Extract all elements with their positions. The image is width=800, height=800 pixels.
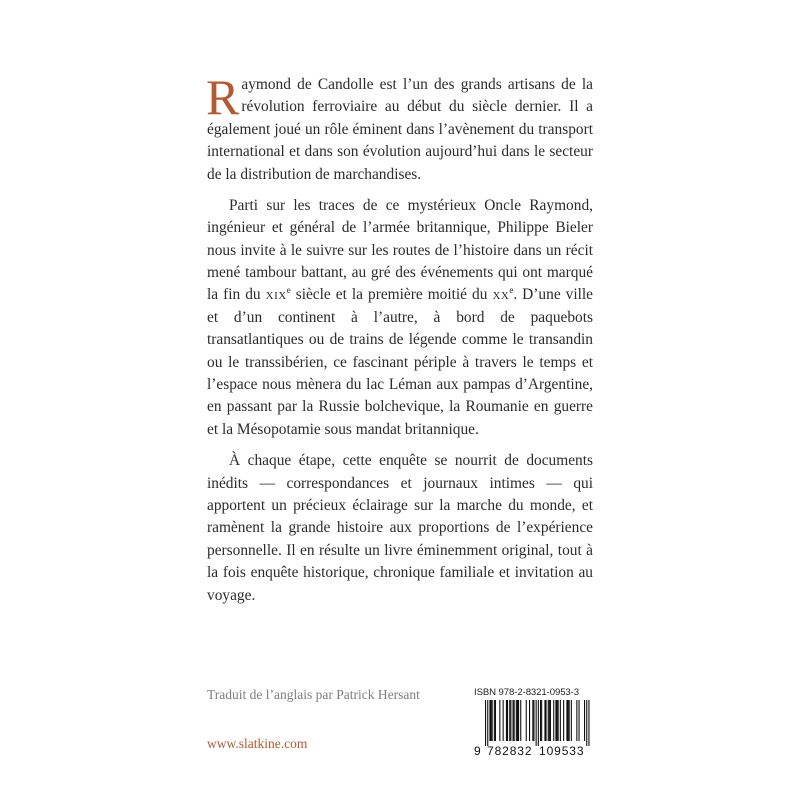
- barcode-bar: [513, 700, 514, 741]
- century-20-suffix: e: [509, 285, 514, 296]
- barcode-bar: [548, 700, 549, 741]
- isbn-barcode-block: [474, 687, 594, 763]
- barcode-bar: [485, 700, 486, 746]
- barcode-bar: [529, 700, 530, 741]
- barcode-bar: [549, 700, 550, 741]
- barcode-bar: [526, 700, 527, 741]
- barcode-digits-right: 109533: [539, 744, 585, 758]
- barcode-bar: [569, 700, 570, 741]
- isbn-label: ISBN 978-2-8321-0953-3: [474, 687, 579, 698]
- barcode-bar: [553, 700, 554, 741]
- paragraph-1-text: aymond de Candolle est l’un des grands artisans de la révolution ferroviaire au début du siècle dernier. Il a également joué un rôle éminent dans l’avènement du transport international et dans son évolution aujourd’hui dans le secteur de la distribution de marchandises.: [207, 76, 593, 183]
- barcode-bar: [532, 700, 533, 741]
- translator-credit: Traduit de l’anglais par Patrick Hersant: [207, 687, 420, 702]
- barcode-bar: [568, 700, 569, 741]
- barcode-bar: [503, 700, 504, 741]
- barcode-bar: [520, 700, 521, 741]
- barcode-bar: [514, 700, 515, 741]
- barcode-bar: [576, 700, 577, 741]
- barcode-bar: [510, 700, 511, 741]
- barcode-bar: [579, 700, 580, 741]
- barcode-bar: [563, 700, 564, 741]
- barcode-bar: [509, 700, 510, 741]
- barcode-bar: [558, 700, 559, 741]
- barcode-bar: [494, 700, 495, 741]
- barcode-bar: [491, 700, 492, 741]
- paragraph-2-part-a: Parti sur les traces de ce mystérieux Oncle Raymond, ingénieur et général de l’armée britannique, Philippe Bieler nous invite à le suivre sur les routes de l’histoire dans un récit mené tambour battant, au gré des événements qui ont marqué la fin du: [207, 196, 593, 304]
- barcode-bar: [489, 700, 490, 741]
- barcode-bar: [533, 700, 534, 741]
- barcode-bar: [536, 700, 537, 746]
- barcode-bar: [495, 700, 496, 741]
- barcode-bar: [588, 700, 589, 746]
- barcode-bar: [506, 700, 507, 741]
- paragraph-1: [206, 69, 593, 186]
- barcode-bar: [557, 700, 558, 741]
- barcode-bar: [518, 700, 519, 741]
- paragraph-2-part-c: . D’une ville et d’un continent à l’autre, à bord de paquebots transatlantiques ou de trains de légende comme le transandin ou le transsibérien, ce fascinant périple à travers le temps et l’espace nous mènera du lac Léman aux pampas d’Argentine, en passant par la Russie bolchevique, la Roumanie en guerre et la Mésopotamie sous mandat britannique.: [207, 286, 594, 438]
- century-19: xix: [265, 286, 287, 304]
- barcode-bar: [541, 700, 542, 741]
- barcode-bar: [492, 700, 493, 741]
- barcode-digit-first: 9: [474, 744, 481, 758]
- barcode-bar: [487, 700, 488, 746]
- barcode-bar: [571, 700, 572, 741]
- barcode-bar: [540, 700, 541, 741]
- barcode-bar: [538, 700, 539, 746]
- barcode-bar: [517, 700, 518, 741]
- century-19-suffix: e: [286, 285, 291, 296]
- publisher-website[interactable]: www.slatkine.com: [207, 736, 308, 751]
- barcode-bar: [560, 700, 561, 741]
- barcode-bar: [555, 700, 556, 741]
- barcode-icon: [474, 700, 594, 746]
- barcode-digits-left: 782832: [487, 744, 533, 758]
- barcode-bar: [507, 700, 508, 741]
- barcode-bar: [516, 700, 517, 741]
- paragraph-3: À chaque étape, cette enquête se nourrit de documents inédits — correspondances et journaux intimes — qui apportent un précieux éclairage sur la marche du monde, et ramènent la grande histoire aux proportions de l’expérience personnelle. Il en résulte un livre éminemment original, tout à la fois enquête historique, chronique familiale et invitation au voyage.: [207, 452, 593, 604]
- barcode-bar: [546, 700, 547, 741]
- century-20: xx: [492, 286, 510, 304]
- barcode-bar: [584, 700, 585, 741]
- paragraph-2-part-b: siècle et la première moitié du: [290, 286, 493, 304]
- barcode-bar: [586, 700, 587, 746]
- barcode-bar: [499, 700, 500, 741]
- barcode-bar: [550, 700, 551, 741]
- barcode-bar: [566, 700, 567, 741]
- paragraph-2: [207, 195, 593, 441]
- drop-cap: R: [206, 69, 240, 125]
- blurb: [206, 69, 594, 616]
- barcode-bar: [544, 700, 545, 741]
